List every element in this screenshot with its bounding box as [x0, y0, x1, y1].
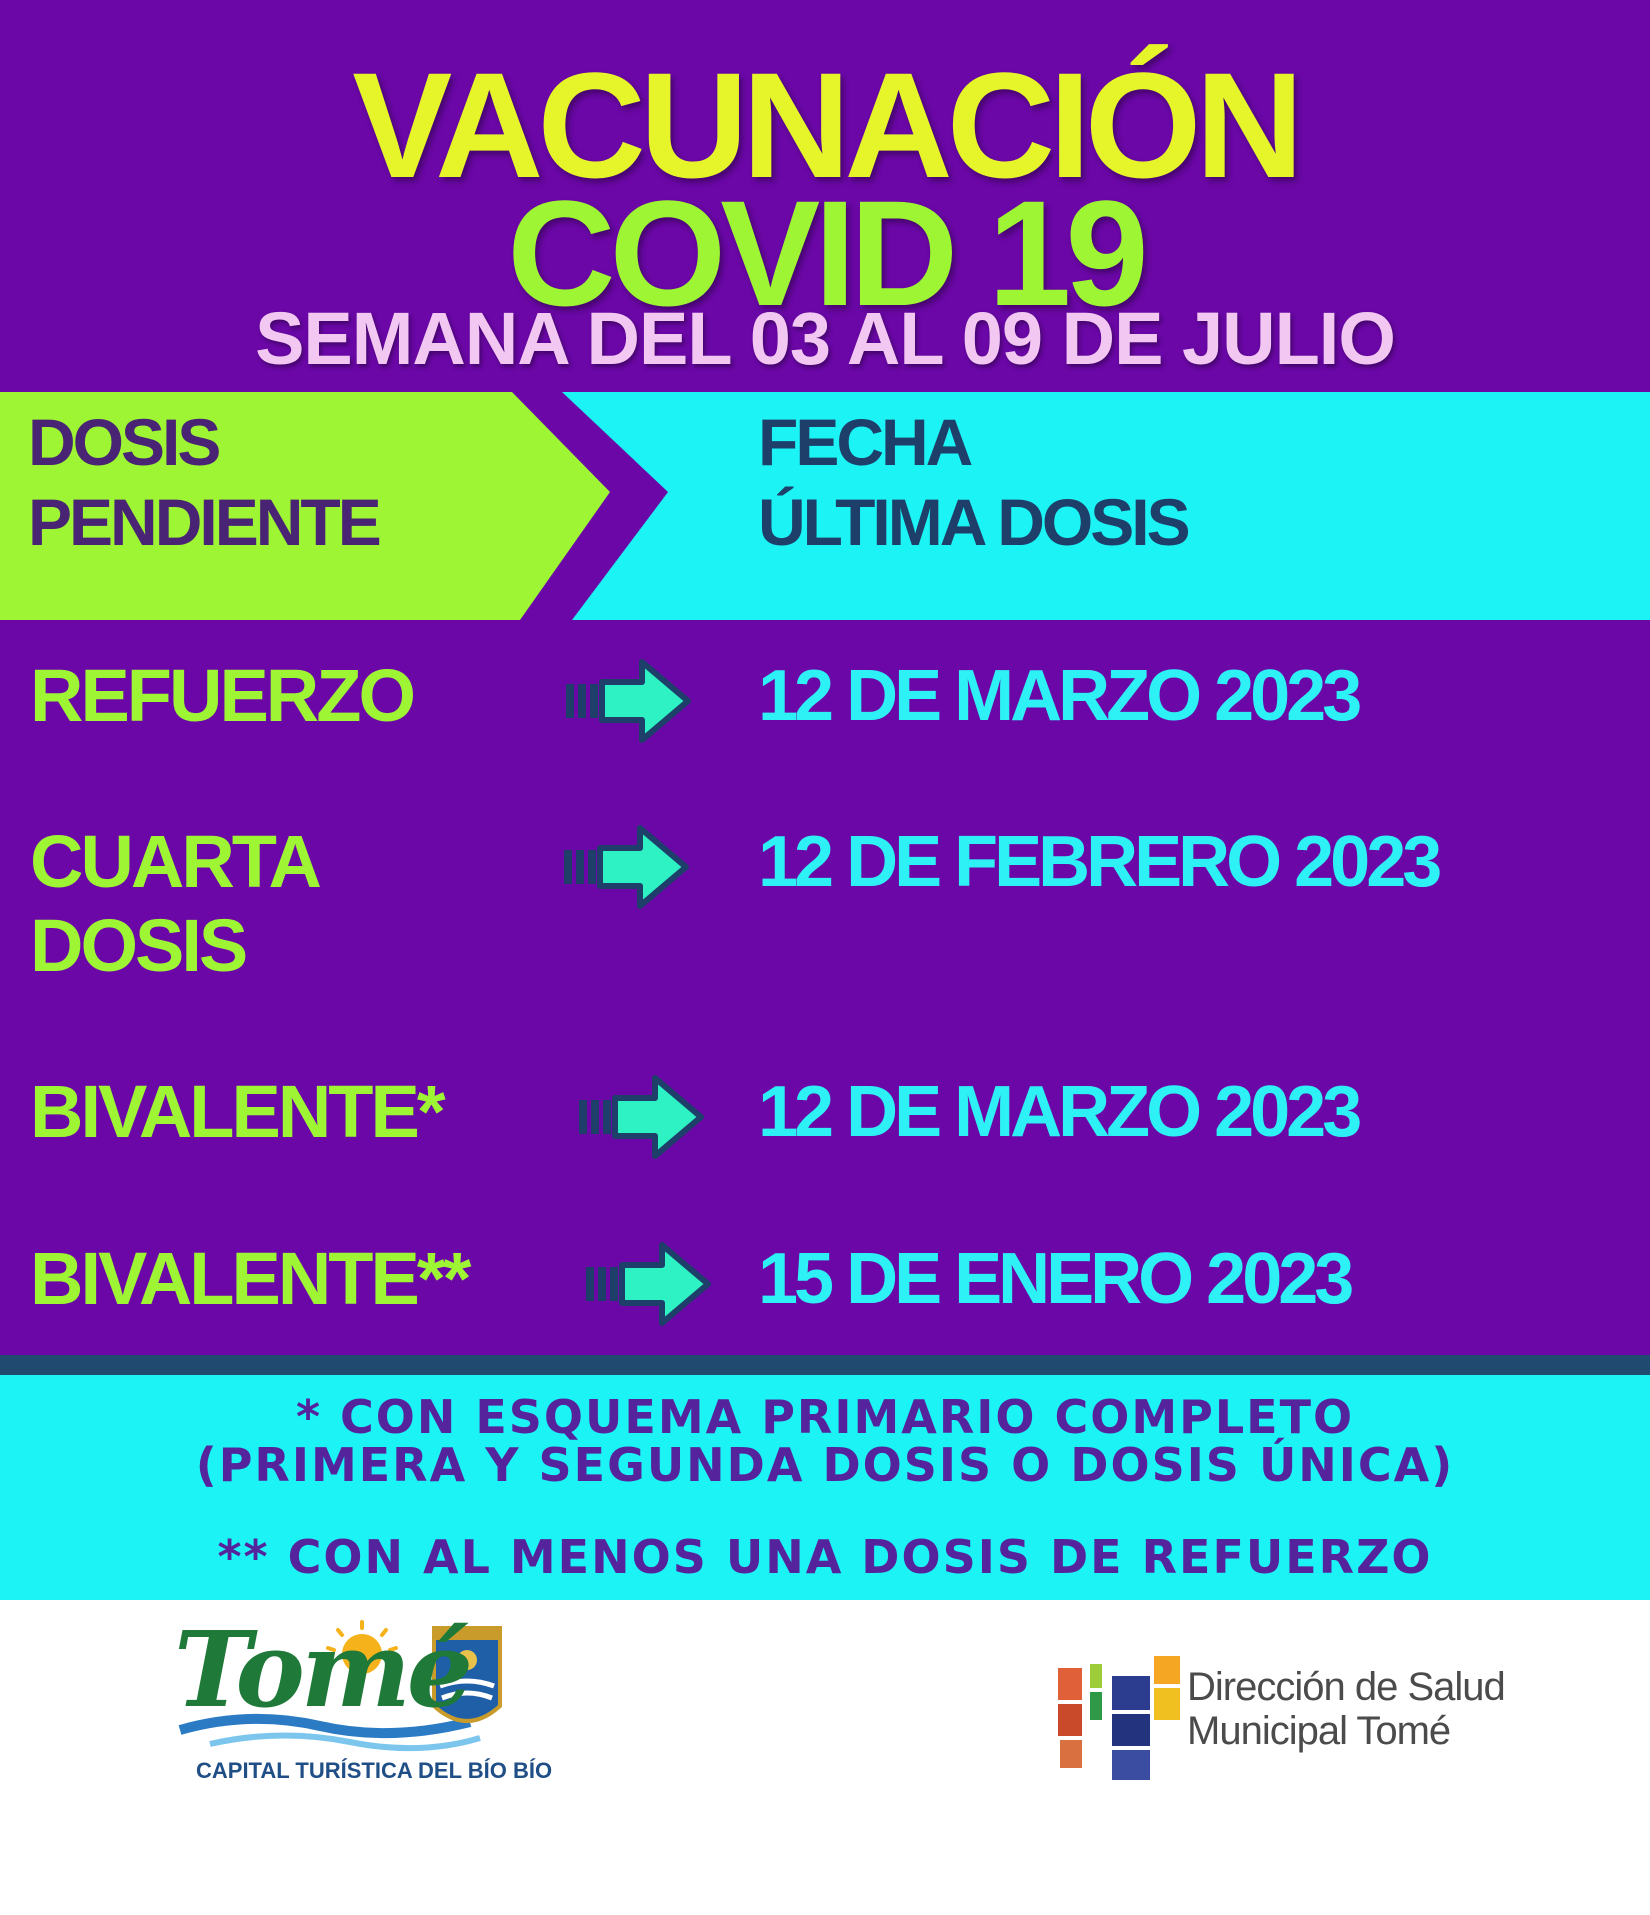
section-divider — [0, 1355, 1650, 1375]
tome-wordmark: Tomé — [174, 1608, 470, 1731]
salud-municipal-logo — [1055, 1645, 1505, 1790]
arrow-right-icon — [580, 1241, 715, 1326]
pending-dose-header-line2: PENDIENTE — [28, 485, 379, 559]
last-dose-date: 15 DE ENERO 2023 — [758, 1239, 1351, 1319]
pending-dose-header-line1: DOSIS — [28, 405, 219, 479]
dose-type-line1: BIVALENTE** — [30, 1237, 469, 1320]
dose-type-line1: BIVALENTE* — [30, 1070, 443, 1153]
last-dose-date-header-line1: FECHA — [758, 405, 971, 479]
poster-header — [0, 0, 1650, 392]
dose-type-line2: DOSIS — [30, 904, 246, 987]
dose-type — [30, 1237, 468, 1321]
tome-municipality-logo — [170, 1608, 553, 1793]
dose-schedule-table — [0, 620, 1650, 1355]
dose-type — [30, 1070, 443, 1154]
last-dose-date-header — [758, 402, 1188, 562]
dose-type-line1: REFUERZO — [30, 654, 413, 737]
week-subtitle: SEMANA DEL 03 AL 09 DE JULIO — [255, 297, 1395, 380]
footnote-single-star-detail: (PRIMERA Y SEGUNDA DOSIS O DOSIS ÚNICA) — [195, 1438, 1455, 1492]
last-dose-date: 12 DE FEBRERO 2023 — [758, 822, 1439, 902]
poster-title: VACUNACIÓN — [352, 41, 1298, 209]
salud-logo-line1: Dirección de Salud — [1187, 1665, 1505, 1709]
footnotes — [0, 1375, 1650, 1600]
footnote-double-star: ** CON AL MENOS UNA DOSIS DE REFUERZO — [217, 1530, 1433, 1584]
salud-logo-line2: Municipal Tomé — [1187, 1709, 1451, 1753]
last-dose-date: 12 DE MARZO 2023 — [758, 1072, 1359, 1152]
last-dose-date: 12 DE MARZO 2023 — [758, 656, 1359, 736]
last-dose-date-header-line2: ÚLTIMA DOSIS — [758, 485, 1188, 559]
salud-blocks-icon — [1055, 1645, 1185, 1785]
tome-caption: CAPITAL TURÍSTICA DEL BÍO BÍO — [196, 1758, 553, 1783]
arrow-right-icon — [573, 1074, 708, 1159]
dose-type-line1: CUARTA — [30, 820, 319, 903]
column-header-band — [0, 392, 1650, 620]
footnote-single-star: * CON ESQUEMA PRIMARIO COMPLETO — [295, 1390, 1355, 1444]
arrow-right-icon — [560, 658, 695, 743]
dose-type — [30, 654, 413, 738]
arrow-right-icon — [558, 824, 693, 909]
dose-type — [30, 820, 319, 988]
poster-title-covid: COVID 19 — [507, 169, 1143, 337]
pending-dose-header — [28, 402, 379, 562]
